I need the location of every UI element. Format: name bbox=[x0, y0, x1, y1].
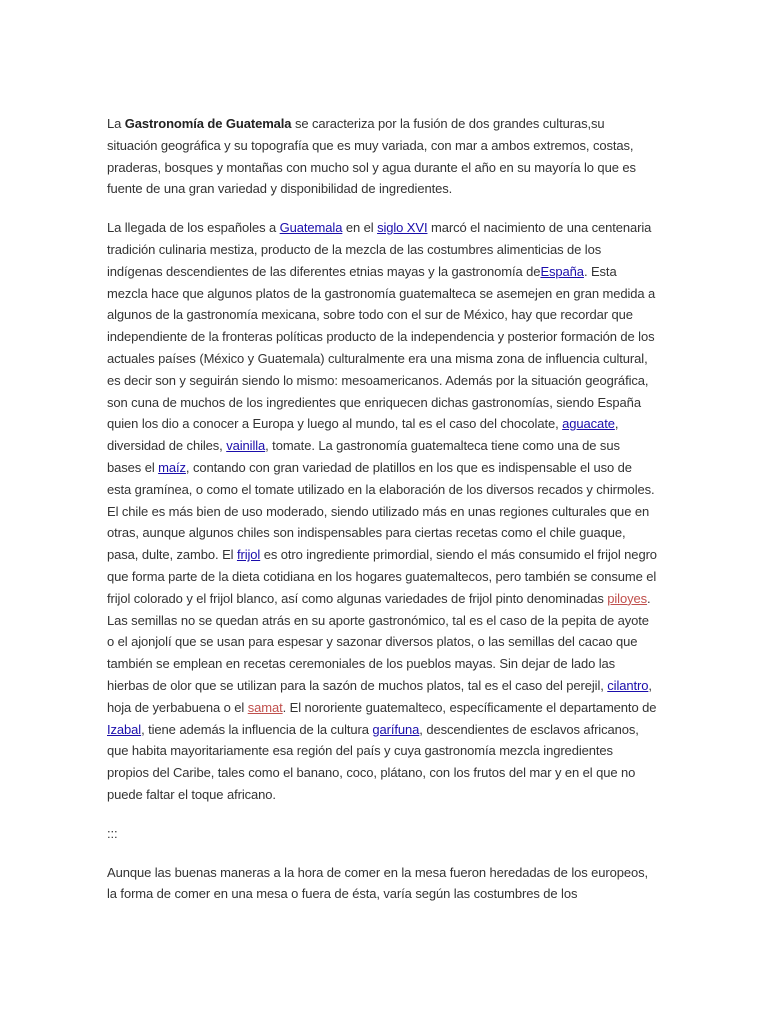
paragraph-text: . Esta mezcla hace que algunos platos de la gastronomía guatemalteca se asemejen en gran medida a algunos de la gastronomía mexicana, sobre todo con el sur de México, hay que recordar que independiente de la fronteras políticas producto de la independencia y posterior formación de los actuales países (México y Guatemala) culturalmente era una misma zona de influencia cultural, es decir son y seguirán siendo lo mismo: mesoamericanos. Además por la situación geográfica, son cuna de muchos de los ingredientes que enriquecen dichas gastronomías, siendo España quien los dio a conocer a Europa y luego al mundo, tal es el caso del chocolate, bbox=[107, 263, 656, 432]
paragraph-text: , diversidad de chiles, bbox=[107, 416, 619, 454]
link-aguacate[interactable]: aguacate bbox=[562, 416, 615, 432]
link-espana[interactable]: España bbox=[540, 263, 584, 279]
paragraph-text: Aunque las buenas maneras a la hora de comer en la mesa fueron heredadas de los europeos, la forma de comer en una mesa o fuera de ésta, varía según las costumbres de los bbox=[107, 864, 649, 902]
paragraph bbox=[107, 217, 657, 806]
paragraph-text: en el bbox=[342, 220, 378, 236]
link-siglo-xvi[interactable]: siglo XVI bbox=[377, 220, 428, 236]
paragraph-text: marcó el nacimiento de una centenaria tradición culinaria mestiza, producto de la mezcla de las costumbres alimenticias de los indígenas descendientes de las diferentes etnias mayas y la gastronomía de bbox=[107, 220, 652, 279]
paragraph-text: La llegada de los españoles a bbox=[107, 220, 280, 236]
paragraph bbox=[107, 862, 657, 906]
paragraph-text: es otro ingrediente primordial, siendo el más consumido el frijol negro que forma parte de la dieta cotidiana en los hogares guatemaltecos, pero también se consume el frijol colorado y el frijol blanco, así como algunas variedades de frijol pinto denominadas bbox=[107, 547, 657, 606]
paragraph-text: se caracteriza por la fusión de dos grandes culturas,su situación geográfica y su topografía que es muy variada, con mar a ambos extremos, costas, praderas, bosques y montañas con mucho sol y agua durante el año en su mayoría lo que es fuente de una gran variedad y disponibilidad de ingredientes. bbox=[107, 116, 636, 197]
document-body bbox=[107, 113, 657, 922]
paragraph bbox=[107, 113, 657, 200]
paragraph-text: , descendientes de esclavos africanos, que habita mayoritariamente esa región del país y cuya gastronomía mezcla ingredientes propios del Caribe, tales como el banano, coco, plátano, con los frutos del mar y en el que no puede faltar el toque africano. bbox=[107, 721, 639, 802]
paragraph-text: La bbox=[107, 116, 125, 131]
paragraph-text: , contando con gran variedad de platillos en los que es indispensable el uso de esta gramínea, o como el tomate utilizado en la elaboración de los diversos recados y chirmoles. El chile es más bien de uso moderado, siendo utilizado más en unas regiones culturales que en otras, aunque algunos chiles son indispensables para ciertas recetas como el chile guaque, pasa, dulte, zambo. El bbox=[107, 459, 655, 563]
link-samat[interactable]: samat bbox=[247, 699, 283, 715]
link-maiz[interactable]: maíz bbox=[158, 459, 186, 475]
paragraph-text: . Las semillas no se quedan atrás en su aporte gastronómico, tal es el caso de la pepita de ayote o el ajonjolí que se usan para espesar y sazonar diversos platos, o las semillas del cacao que también se emplean en recetas ceremoniales de los pueblos mayas. Sin dejar de lado las hierbas de olor que se utilizan para la sazón de muchos platos, tal es el caso del perejil, bbox=[107, 590, 651, 693]
link-vainilla[interactable]: vainilla bbox=[226, 438, 266, 454]
paragraph-text: , tomate. La gastronomía guatemalteca tiene como una de sus bases el bbox=[107, 438, 620, 475]
link-izabal[interactable]: Izabal bbox=[107, 721, 142, 737]
paragraph-text: ::: bbox=[107, 825, 118, 841]
article-title-bold: Gastronomía de Guatemala bbox=[124, 116, 292, 131]
link-frijol[interactable]: frijol bbox=[236, 547, 261, 563]
link-piloyes[interactable]: piloyes bbox=[607, 590, 648, 606]
link-garifuna[interactable]: garífuna bbox=[372, 721, 420, 737]
paragraph-text: . El nororiente guatemalteco, específicamente el departamento de bbox=[282, 699, 657, 715]
paragraph-text: , hoja de yerbabuena o el bbox=[107, 677, 652, 715]
section-separator bbox=[107, 823, 657, 845]
link-guatemala[interactable]: Guatemala bbox=[279, 220, 343, 236]
paragraph-text: , tiene además la influencia de la cultura bbox=[141, 721, 373, 737]
link-cilantro[interactable]: cilantro bbox=[607, 677, 649, 693]
